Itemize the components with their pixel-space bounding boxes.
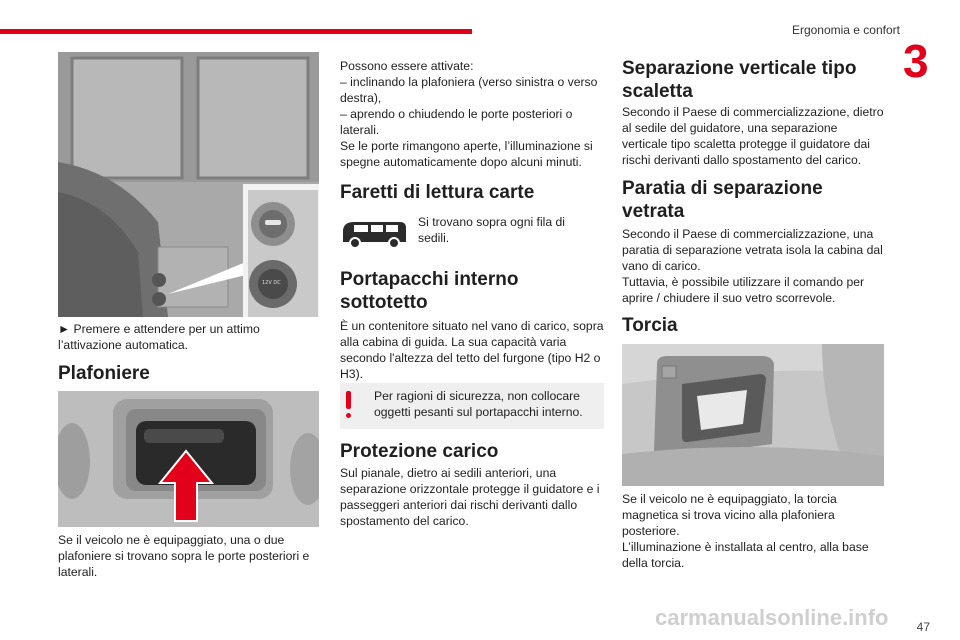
heading-torcia: Torcia: [622, 315, 678, 336]
text-torcia: Se il veicolo ne è equipaggiato, la torcia magnetica si trova vicino alla plafoniera posteriore. L’illuminazione è installata al centro, alla base della torcia.: [622, 492, 869, 570]
warning-box: [340, 383, 604, 429]
socket-voltage-label: 12V DC: [262, 280, 281, 286]
text-portapacchi: È un contenitore situato nel vano di carico, sopra alla cabina di guida. La sua capacità varia secondo l'altezza del tetto del furgone (tipo H2 o H3).: [340, 319, 604, 381]
cabin-light-socket-image: [58, 52, 319, 317]
text-protezione: Sul pianale, dietro ai sedili anteriori, una separazione orizzontale protegge il guidatore e i passeggeri anteriori dai rischi derivanti dallo spostamento del carico.: [340, 466, 600, 528]
heading-plafoniere: Plafoniere: [58, 363, 150, 384]
heading-portapacchi: Portapacchi interno sottotetto: [340, 269, 519, 313]
heading-protezione: Protezione carico: [340, 441, 499, 462]
warning-icon: [346, 391, 351, 417]
van-icon: [340, 216, 410, 250]
page-number: 47: [916, 620, 930, 634]
watermark: carmanualsonline.info: [655, 605, 889, 630]
heading-faretti: Faretti di lettura carte: [340, 182, 535, 203]
caption-premere: ► Premere e attendere per un attimo l’attivazione automatica.: [58, 322, 260, 352]
chapter-number: 3: [903, 35, 929, 87]
text-attivazione: Possono essere attivate: – inclinando la plafoniera (verso sinistra o verso destra), – aprendo o chiudendo le porte posteriori o laterali. Se le porte rimangono aperte, l’illuminazione si spegne automaticamente dopo alcuni minuti.: [340, 59, 598, 169]
plafoniera-image: [58, 391, 319, 527]
text-faretti: Si trovano sopra ogni fila di sedili.: [418, 215, 566, 245]
warning-text: Per ragioni di sicurezza, non collocare oggetti pesanti sul portapacchi interno.: [374, 389, 583, 419]
header-accent-bar: [0, 29, 472, 34]
torcia-image: [622, 344, 884, 486]
text-separazione: Secondo il Paese di commercializzazione, dietro al sedile del guidatore, una separazione verticale tipo scaletta protegge il guidatore dai rischi derivanti dallo spostamento del carico.: [622, 105, 884, 167]
text-paratia: Secondo il Paese di commercializzazione, una paratia di separazione vetrata isola la cabina dal vano di carico. Tuttavia, è possibile utilizzare il comando per aprire / chiudere il suo vetro scorrevole.: [622, 227, 883, 305]
section-title: Ergonomia e confort: [791, 23, 900, 37]
heading-paratia: Paratia di separazione vetrata: [622, 178, 823, 222]
heading-separazione: Separazione verticale tipo scaletta: [622, 58, 857, 102]
text-plafoniere: Se il veicolo ne è equipaggiato, una o due plafoniere si trovano sopra le porte posteriori e laterali.: [58, 533, 310, 579]
